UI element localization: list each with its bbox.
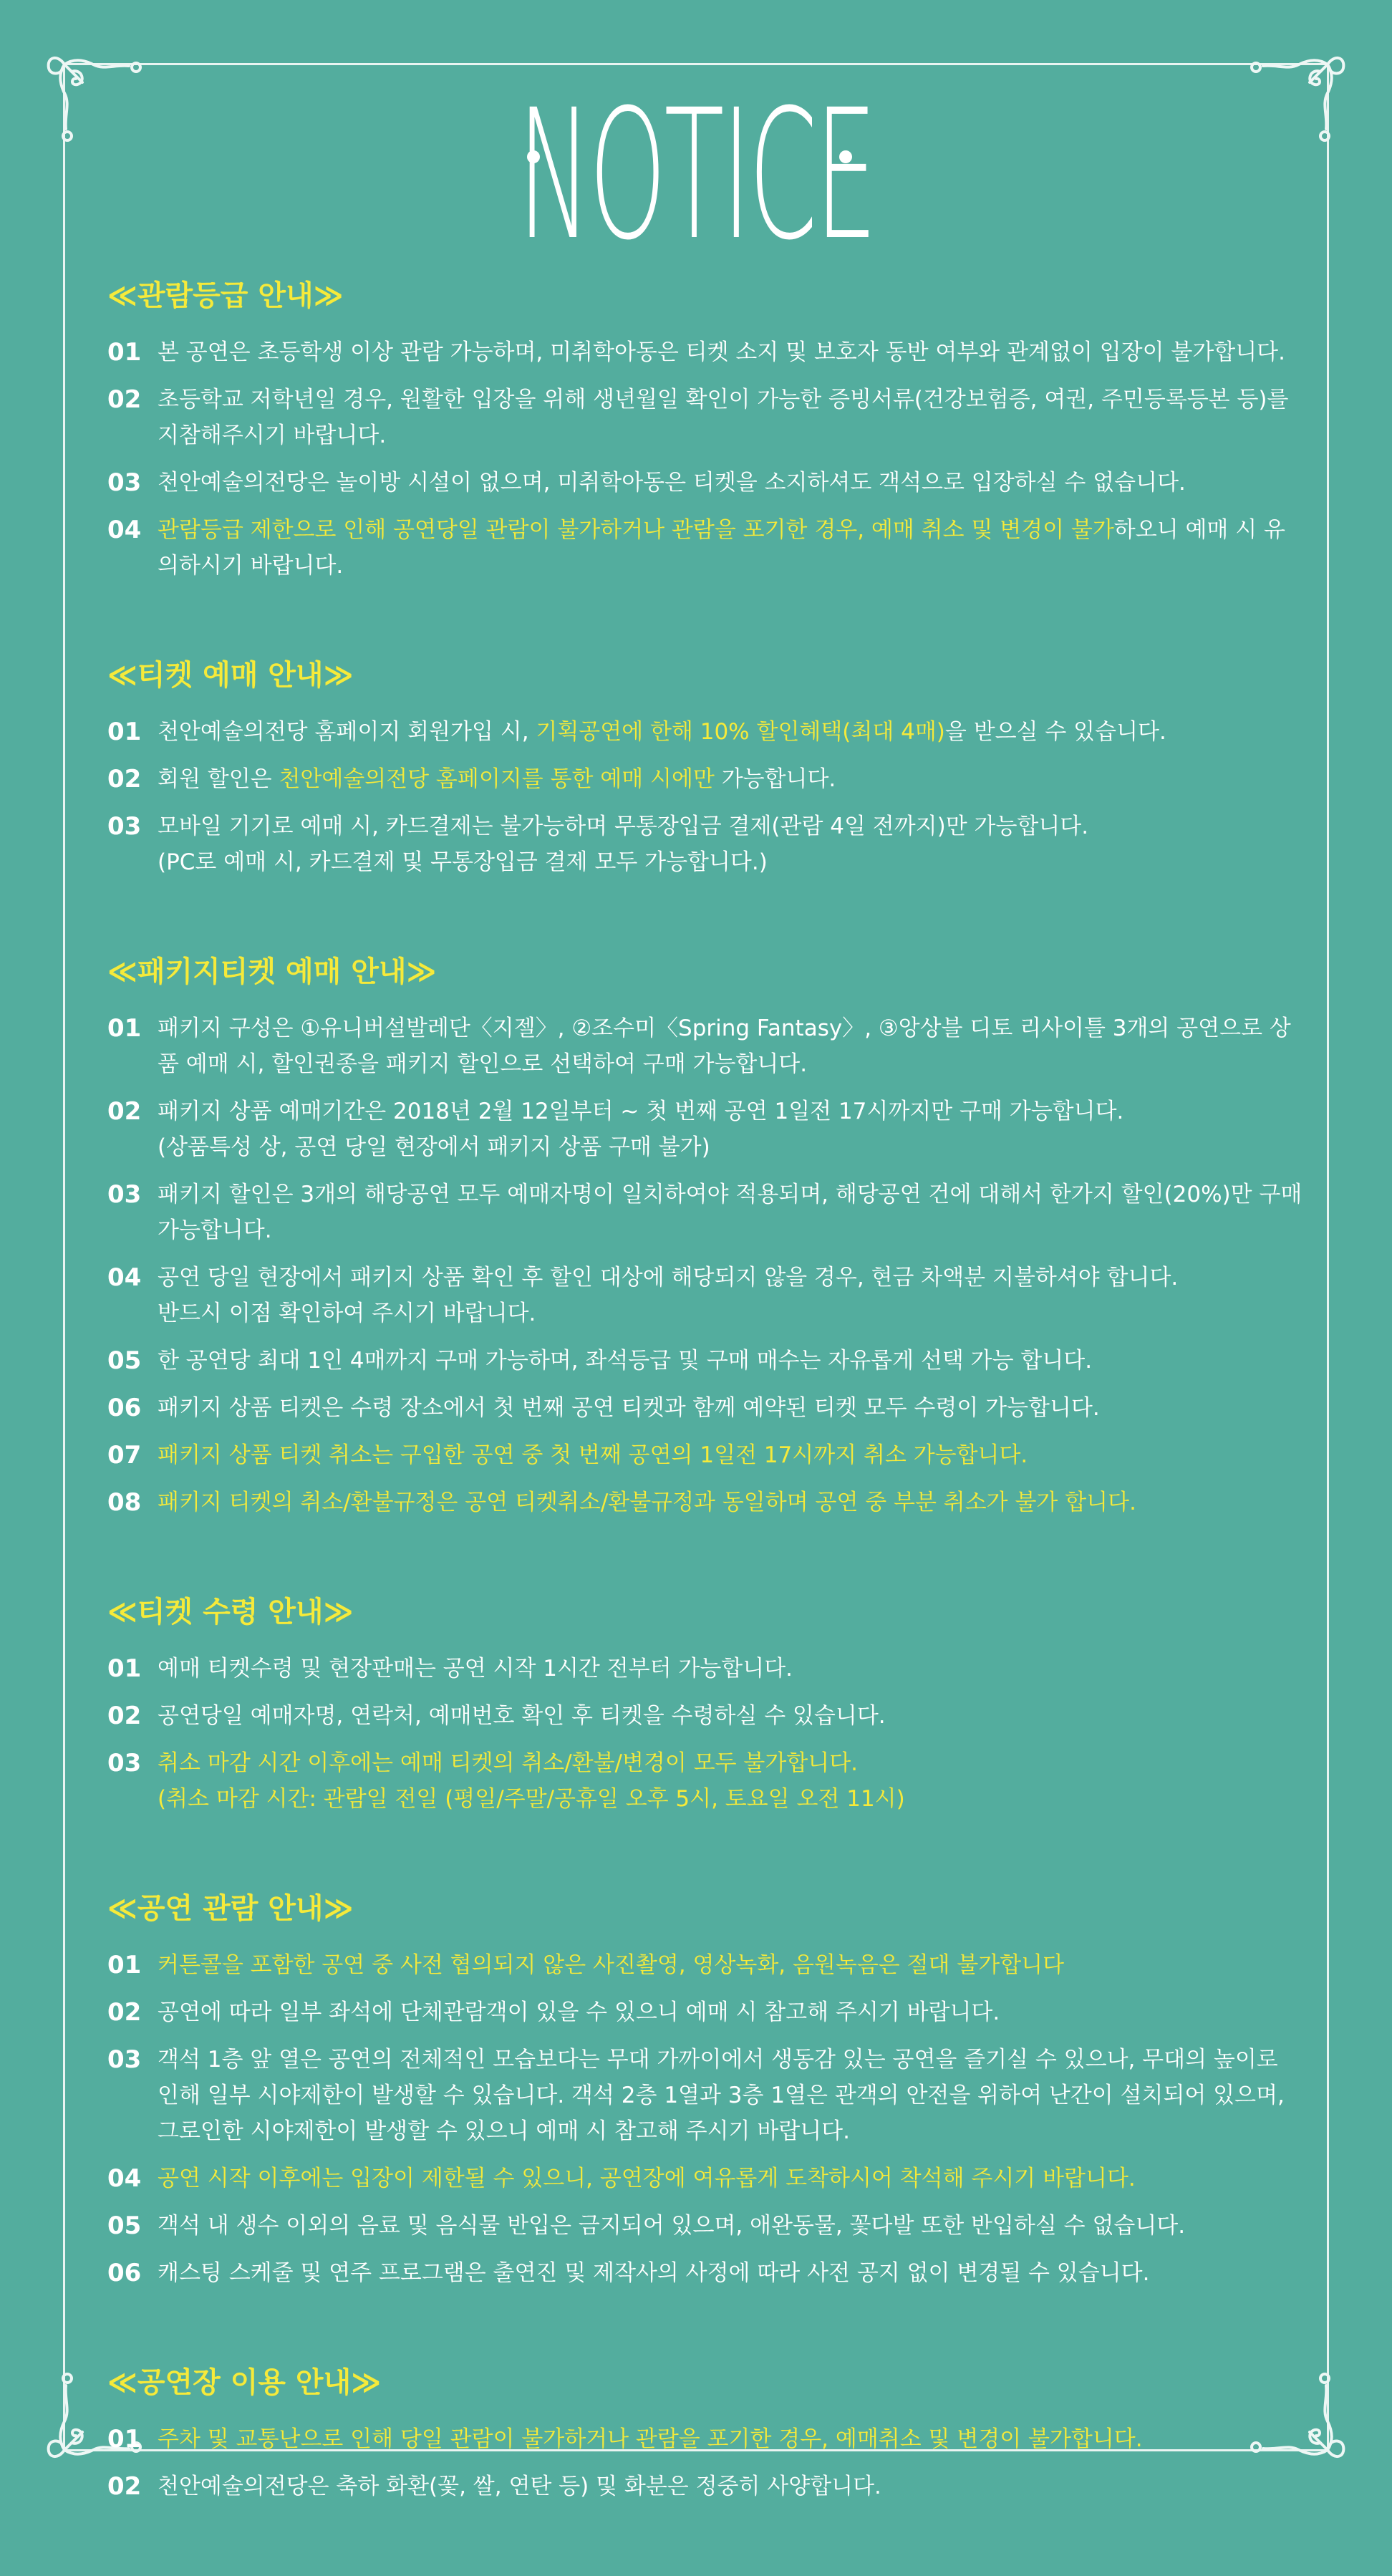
item-number: 03 bbox=[107, 2045, 142, 2074]
item-text bbox=[158, 761, 1303, 797]
item-number: 06 bbox=[107, 1394, 142, 1422]
notice-item bbox=[107, 2421, 1303, 2457]
item-text bbox=[158, 1947, 1303, 1983]
notice-section bbox=[107, 1592, 1303, 1817]
item-number: 01 bbox=[107, 338, 142, 367]
item-text bbox=[158, 1485, 1303, 1520]
item-text bbox=[158, 1994, 1303, 2030]
section-title: ≪티켓 예매 안내≫ bbox=[107, 659, 354, 692]
item-text bbox=[158, 2255, 1303, 2291]
page-title bbox=[0, 71, 1392, 279]
highlighted-text: 취소 마감 시간 이후에는 예매 티켓의 취소/환불/변경이 모두 불가합니다. bbox=[158, 1750, 859, 1776]
notice-item bbox=[107, 1485, 1303, 1520]
section-title: ≪티켓 수령 안내≫ bbox=[107, 1596, 354, 1629]
highlighted-text: 패키지 상품 티켓 취소는 구입한 공연 중 첫 번째 공연의 1일전 17시까지 취소 가능합니다. bbox=[158, 1442, 1028, 1468]
item-text bbox=[158, 382, 1303, 453]
highlighted-text: 관람등급 제한으로 인해 공연당일 관람이 불가하거나 관람을 포기한 경우, 예매 취소 및 변경이 불가 bbox=[158, 517, 1114, 543]
notice-item bbox=[107, 1390, 1303, 1426]
section-title: ≪관람등급 안내≫ bbox=[107, 279, 344, 312]
notice-item bbox=[107, 1698, 1303, 1734]
item-number: 03 bbox=[107, 1749, 142, 1777]
section-title: ≪공연 관람 안내≫ bbox=[107, 1892, 354, 1925]
item-number: 02 bbox=[107, 1998, 142, 2027]
notice-item bbox=[107, 1437, 1303, 1473]
notice-item bbox=[107, 2469, 1303, 2504]
item-number: 08 bbox=[107, 1488, 142, 1517]
highlighted-text: 기획공연에 한해 10% 할인혜택(최대 4매) bbox=[536, 719, 945, 745]
item-number: 04 bbox=[107, 516, 142, 544]
text-span: 모바일 기기로 예매 시, 카드결제는 불가능하며 무통장입금 결제(관람 4일 전까지)만 가능합니다. bbox=[158, 814, 1089, 839]
text-span: 천안예술의전당 홈페이지 회원가입 시, bbox=[158, 719, 536, 745]
text-span: 초등학교 저학년일 경우, 원활한 입장을 위해 생년월일 확인이 가능한 증빙서류(건강보험증, 여권, 주민등록등본 등)를 지참해주시기 바랍니다. bbox=[158, 387, 1289, 448]
item-number: 06 bbox=[107, 2259, 142, 2287]
text-span: 패키지 상품 예매기간은 2018년 2월 12일부터 ~ 첫 번째 공연 1일전 17시까지만 구매 가능합니다. bbox=[158, 1099, 1124, 1124]
item-text bbox=[158, 1177, 1303, 1248]
item-text bbox=[158, 1343, 1303, 1379]
notice-section bbox=[107, 952, 1303, 1520]
notice-item bbox=[107, 1994, 1303, 2030]
item-number: 01 bbox=[107, 1951, 142, 1979]
item-number: 02 bbox=[107, 1097, 142, 1126]
notice-content bbox=[107, 276, 1303, 2576]
text-span: 예매 티켓수령 및 현장판매는 공연 시작 1시간 전부터 가능합니다. bbox=[158, 1656, 793, 1682]
item-number: 07 bbox=[107, 1441, 142, 1470]
highlighted-text: 공연 시작 이후에는 입장이 제한될 수 있으니, 공연장에 여유롭게 도착하시어 착석해 주시기 바랍니다. bbox=[158, 2166, 1136, 2191]
text-span: 공연 당일 현장에서 패키지 상품 확인 후 할인 대상에 해당되지 않을 경우, 현금 차액분 지불하셔야 합니다. bbox=[158, 1265, 1179, 1291]
text-span: 공연에 따라 일부 좌석에 단체관람객이 있을 수 있으니 예매 시 참고해 주시기 바랍니다. bbox=[158, 1999, 1000, 2025]
item-text bbox=[158, 334, 1303, 370]
notice-item bbox=[107, 1260, 1303, 1331]
page-title-text: NOTICE bbox=[517, 71, 875, 279]
item-text bbox=[158, 465, 1303, 501]
item-number: 02 bbox=[107, 385, 142, 414]
item-text bbox=[158, 1437, 1303, 1473]
text-span: 캐스팅 스케줄 및 연주 프로그램은 출연진 및 제작사의 사정에 따라 사전 공지 없이 변경될 수 있습니다. bbox=[158, 2260, 1150, 2286]
item-text bbox=[158, 1094, 1303, 1165]
item-text bbox=[158, 1651, 1303, 1687]
notice-item bbox=[107, 1177, 1303, 1248]
text-span: (상품특성 상, 공연 당일 현장에서 패키지 상품 구매 불가) bbox=[158, 1134, 710, 1160]
text-span: 을 받으실 수 있습니다. bbox=[944, 719, 1166, 745]
item-number: 01 bbox=[107, 1654, 142, 1683]
item-number: 04 bbox=[107, 1263, 142, 1292]
text-span: 한 공연당 최대 1인 4매까지 구매 가능하며, 좌석등급 및 구매 매수는 자유롭게 선택 가능 합니다. bbox=[158, 1348, 1093, 1374]
item-text bbox=[158, 1390, 1303, 1426]
notice-item bbox=[107, 1010, 1303, 1082]
highlighted-text: 커튼콜을 포함한 공연 중 사전 협의되지 않은 사진촬영, 영상녹화, 음원녹음은 절대 불가합니다 bbox=[158, 1952, 1065, 1978]
item-number: 03 bbox=[107, 1180, 142, 1209]
item-text bbox=[158, 1010, 1303, 1082]
text-span: 회원 할인은 bbox=[158, 766, 279, 792]
item-number: 04 bbox=[107, 2164, 142, 2193]
item-text bbox=[158, 809, 1303, 880]
text-span: 가능합니다. bbox=[714, 766, 836, 792]
text-span: 공연당일 예매자명, 연락처, 예매번호 확인 후 티켓을 수령하실 수 있습니다. bbox=[158, 1703, 886, 1729]
section-title: ≪공연장 이용 안내≫ bbox=[107, 2366, 382, 2399]
notice-item bbox=[107, 334, 1303, 370]
item-text bbox=[158, 2469, 1303, 2504]
notice-section bbox=[107, 655, 1303, 880]
item-text bbox=[158, 512, 1303, 584]
text-span: 객석 내 생수 이외의 음료 및 음식물 반입은 금지되어 있으며, 애완동물, 꽃다발 또한 반입하실 수 없습니다. bbox=[158, 2213, 1186, 2239]
item-text bbox=[158, 2161, 1303, 2196]
text-span: 천안예술의전당은 놀이방 시설이 없으며, 미취학아동은 티켓을 소지하셔도 객석으로 입장하실 수 없습니다. bbox=[158, 470, 1186, 496]
text-span: 천안예술의전당은 축하 화환(꽃, 쌀, 연탄 등) 및 화분은 정중히 사양합니다. bbox=[158, 2474, 881, 2499]
notice-item bbox=[107, 382, 1303, 453]
item-text bbox=[158, 1698, 1303, 1734]
section-title: ≪패키지티켓 예매 안내≫ bbox=[107, 955, 437, 988]
notice-item bbox=[107, 465, 1303, 501]
highlighted-text: 천안예술의전당 홈페이지를 통한 예매 시에만 bbox=[279, 766, 715, 792]
notice-item bbox=[107, 2042, 1303, 2149]
item-text bbox=[158, 2042, 1303, 2149]
item-number: 01 bbox=[107, 718, 142, 746]
item-number: 02 bbox=[107, 765, 142, 793]
item-number: 05 bbox=[107, 2211, 142, 2240]
notice-item bbox=[107, 1745, 1303, 1817]
notice-section bbox=[107, 276, 1303, 584]
highlighted-text: 주차 및 교통난으로 인해 당일 관람이 불가하거나 관람을 포기한 경우, 예매취소 및 변경이 불가합니다. bbox=[158, 2426, 1143, 2452]
notice-section bbox=[107, 1888, 1303, 2291]
item-number: 01 bbox=[107, 1014, 142, 1043]
notice-item bbox=[107, 714, 1303, 750]
notice-item bbox=[107, 761, 1303, 797]
notice-item bbox=[107, 809, 1303, 880]
item-number: 05 bbox=[107, 1346, 142, 1375]
item-number: 03 bbox=[107, 468, 142, 497]
highlighted-text: (취소 마감 시간: 관람일 전일 (평일/주말/공휴일 오후 5시, 토요일 오전 11시) bbox=[158, 1786, 905, 1812]
notice-item bbox=[107, 2161, 1303, 2196]
item-text bbox=[158, 714, 1303, 750]
item-number: 02 bbox=[107, 1702, 142, 1730]
notice-item bbox=[107, 1947, 1303, 1983]
highlighted-text: 패키지 티켓의 취소/환불규정은 공연 티켓취소/환불규정과 동일하며 공연 중 부분 취소가 불가 합니다. bbox=[158, 1490, 1136, 1515]
text-span: 본 공연은 초등학생 이상 관람 가능하며, 미취학아동은 티켓 소지 및 보호자 동반 여부와 관계없이 입장이 불가합니다. bbox=[158, 339, 1285, 365]
item-number: 02 bbox=[107, 2472, 142, 2501]
item-text bbox=[158, 1260, 1303, 1331]
notice-item bbox=[107, 512, 1303, 584]
notice-item bbox=[107, 1343, 1303, 1379]
text-span: 패키지 구성은 ①유니버설발레단〈지젤〉, ②조수미〈Spring Fantasy〉, ③앙상블 디토 리사이틀 3개의 공연으로 상품 예매 시, 할인권종을 패키지 할인으로 선택하여 구매 가능합니다. bbox=[158, 1016, 1291, 1077]
item-number: 01 bbox=[107, 2425, 142, 2454]
text-span: 패키지 상품 티켓은 수령 장소에서 첫 번째 공연 티켓과 함께 예약된 티켓 모두 수령이 가능합니다. bbox=[158, 1395, 1100, 1421]
notice-item bbox=[107, 2208, 1303, 2244]
notice-item bbox=[107, 1094, 1303, 1165]
text-span: 반드시 이점 확인하여 주시기 바랍니다. bbox=[158, 1301, 536, 1326]
text-span: (PC로 예매 시, 카드결제 및 무통장입금 결제 모두 가능합니다.) bbox=[158, 849, 768, 875]
text-span: 패키지 할인은 3개의 해당공연 모두 예매자명이 일치하여야 적용되며, 해당공연 건에 대해서 한가지 할인(20%)만 구매 가능합니다. bbox=[158, 1182, 1302, 1243]
notice-section bbox=[107, 2363, 1303, 2504]
notice-item bbox=[107, 2255, 1303, 2291]
notice-item bbox=[107, 1651, 1303, 1687]
text-span: 하오니 예매 시 유의하시기 바랍니다. bbox=[158, 517, 1285, 579]
item-text bbox=[158, 1745, 1303, 1817]
text-span: 객석 1층 앞 열은 공연의 전체적인 모습보다는 무대 가까이에서 생동감 있는 공연을 즐기실 수 있으나, 무대의 높이로 인해 일부 시야제한이 발생할 수 있습니다. 객석 2층 1열과 3층 1열은 관객의 안전을 위하여 난간이 설치되어 있으며, 그로인한 시야제한이 발생할 수 있으니 예매 시 참고해 주시기 바랍니다. bbox=[158, 2047, 1285, 2144]
item-text bbox=[158, 2208, 1303, 2244]
item-number: 03 bbox=[107, 812, 142, 841]
item-text bbox=[158, 2421, 1303, 2457]
